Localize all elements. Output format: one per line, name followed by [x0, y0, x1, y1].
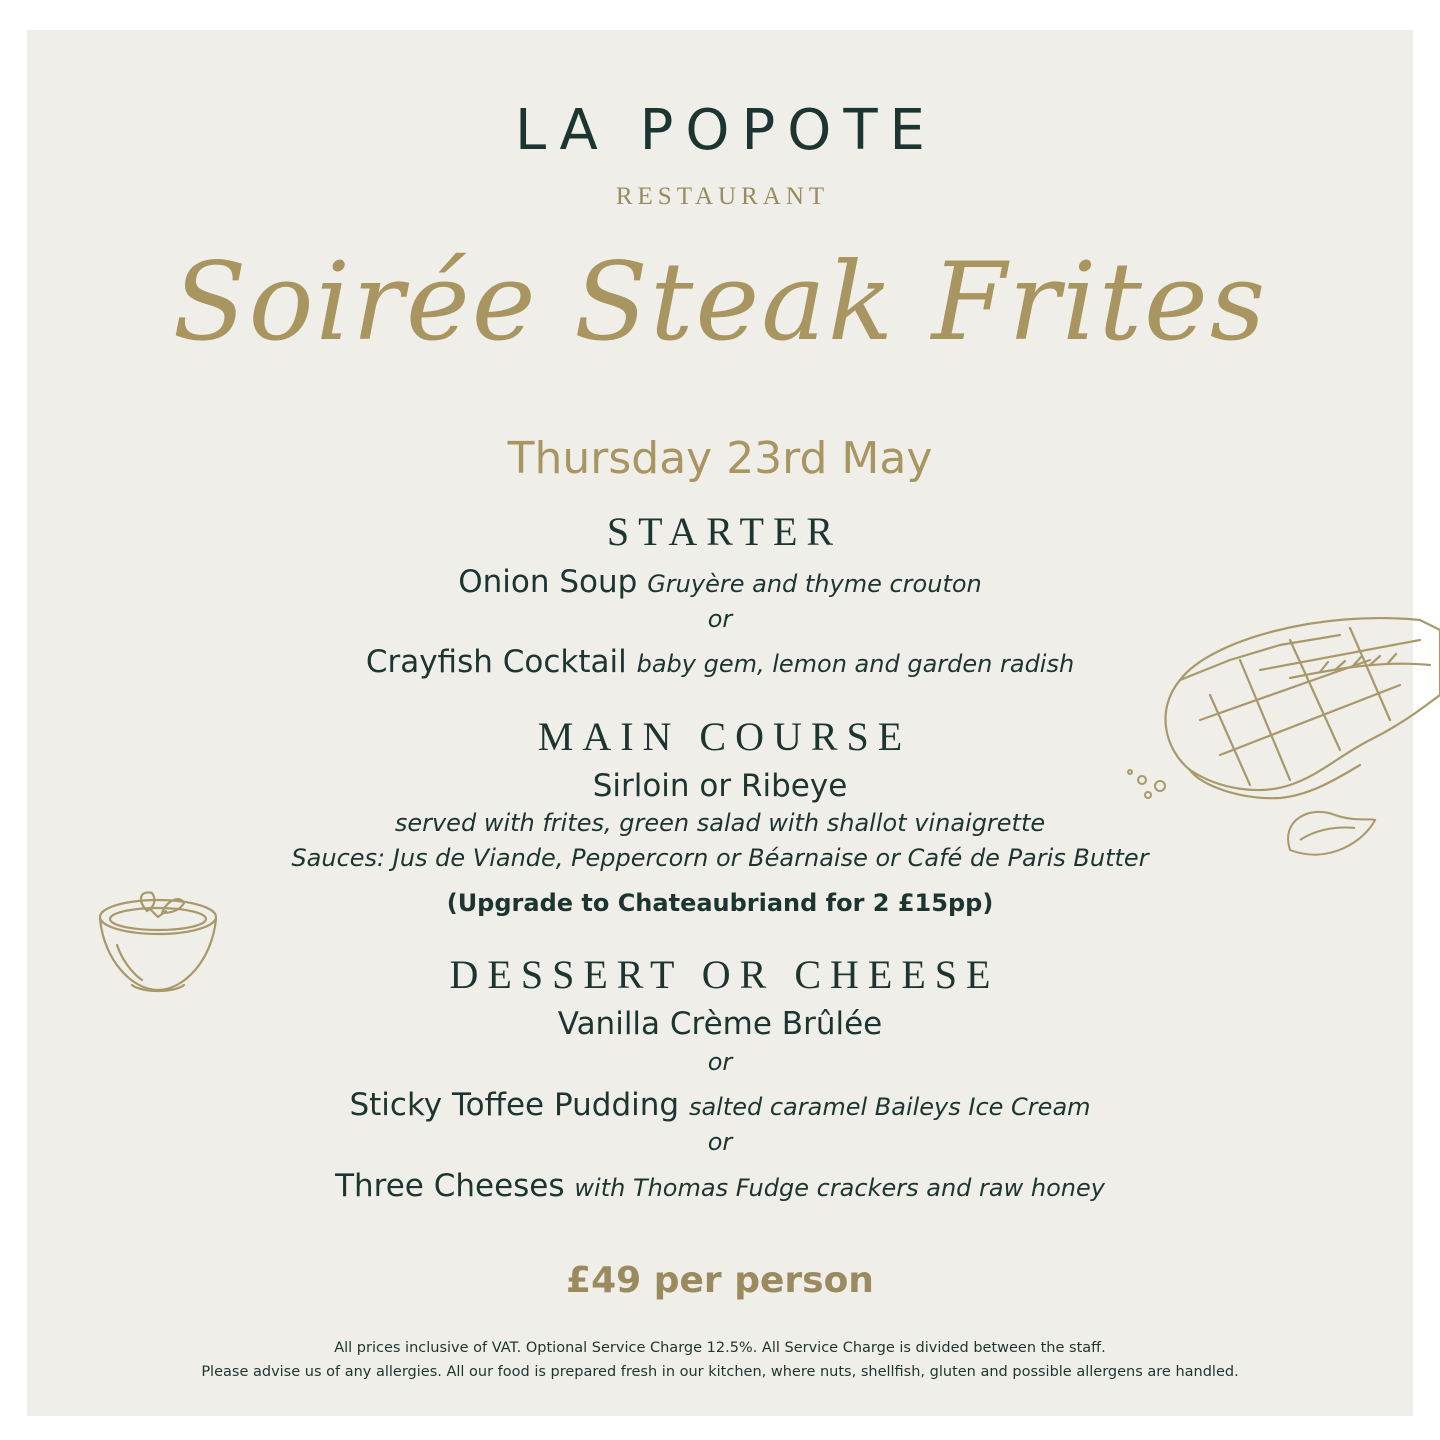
event-title: Soirée Steak Frites: [172, 240, 1268, 365]
starter-item-1-desc: Gruyère and thyme crouton: [647, 570, 982, 598]
main-served: served with frites, green salad with shallot vinaigrette: [394, 809, 1046, 837]
sauce-bowl-illustration: [92, 885, 227, 1005]
footer-line-1: All prices inclusive of VAT. Optional Service Charge 12.5%. All Service Charge is divided between the staff.: [334, 1340, 1106, 1356]
event-date: Thursday 23rd May: [507, 433, 933, 484]
price: £49 per person: [566, 1260, 874, 1301]
dessert-item-3: [0, 1168, 1440, 1204]
dessert-item-2-name: Sticky Toffee Pudding: [349, 1087, 680, 1123]
starter-item-1-name: Onion Soup: [458, 564, 638, 600]
dessert-item-3-desc: with Thomas Fudge crackers and raw honey: [574, 1174, 1105, 1202]
starter-or: or: [707, 605, 733, 633]
dessert-or-1: or: [707, 1048, 733, 1076]
dessert-item-1-name: Vanilla Crème Brûlée: [557, 1006, 883, 1042]
dessert-item-2: [0, 1087, 1440, 1123]
steak-illustration: [1120, 600, 1440, 870]
footer-line-2: Please advise us of any allergies. All our food is prepared fresh in our kitchen, where nuts, shellfish, gluten and possible allergens are handled.: [201, 1364, 1239, 1380]
dessert-or-2: or: [707, 1128, 733, 1156]
starter-heading: STARTER: [606, 509, 843, 554]
main-item-name: Sirloin or Ribeye: [592, 768, 848, 804]
brand-name: LA POPOTE: [515, 98, 937, 163]
dessert-item-2-desc: salted caramel Baileys Ice Cream: [688, 1093, 1091, 1121]
starter-item-2-desc: baby gem, lemon and garden radish: [636, 650, 1075, 678]
main-sauces: Sauces: Jus de Viande, Peppercorn or Béarnaise or Café de Paris Butter: [291, 844, 1149, 872]
starter-item-1: [0, 564, 1440, 600]
dessert-item-1: [0, 1006, 1440, 1042]
dessert-heading: DESSERT OR CHEESE: [449, 952, 1000, 997]
starter-item-2-name: Crayfish Cocktail: [365, 644, 627, 680]
brand-subtitle: RESTAURANT: [615, 183, 830, 210]
main-heading: MAIN COURSE: [537, 714, 912, 759]
main-upgrade: (Upgrade to Chateaubriand for 2 £15pp): [446, 889, 994, 917]
dessert-item-3-name: Three Cheeses: [335, 1168, 565, 1204]
